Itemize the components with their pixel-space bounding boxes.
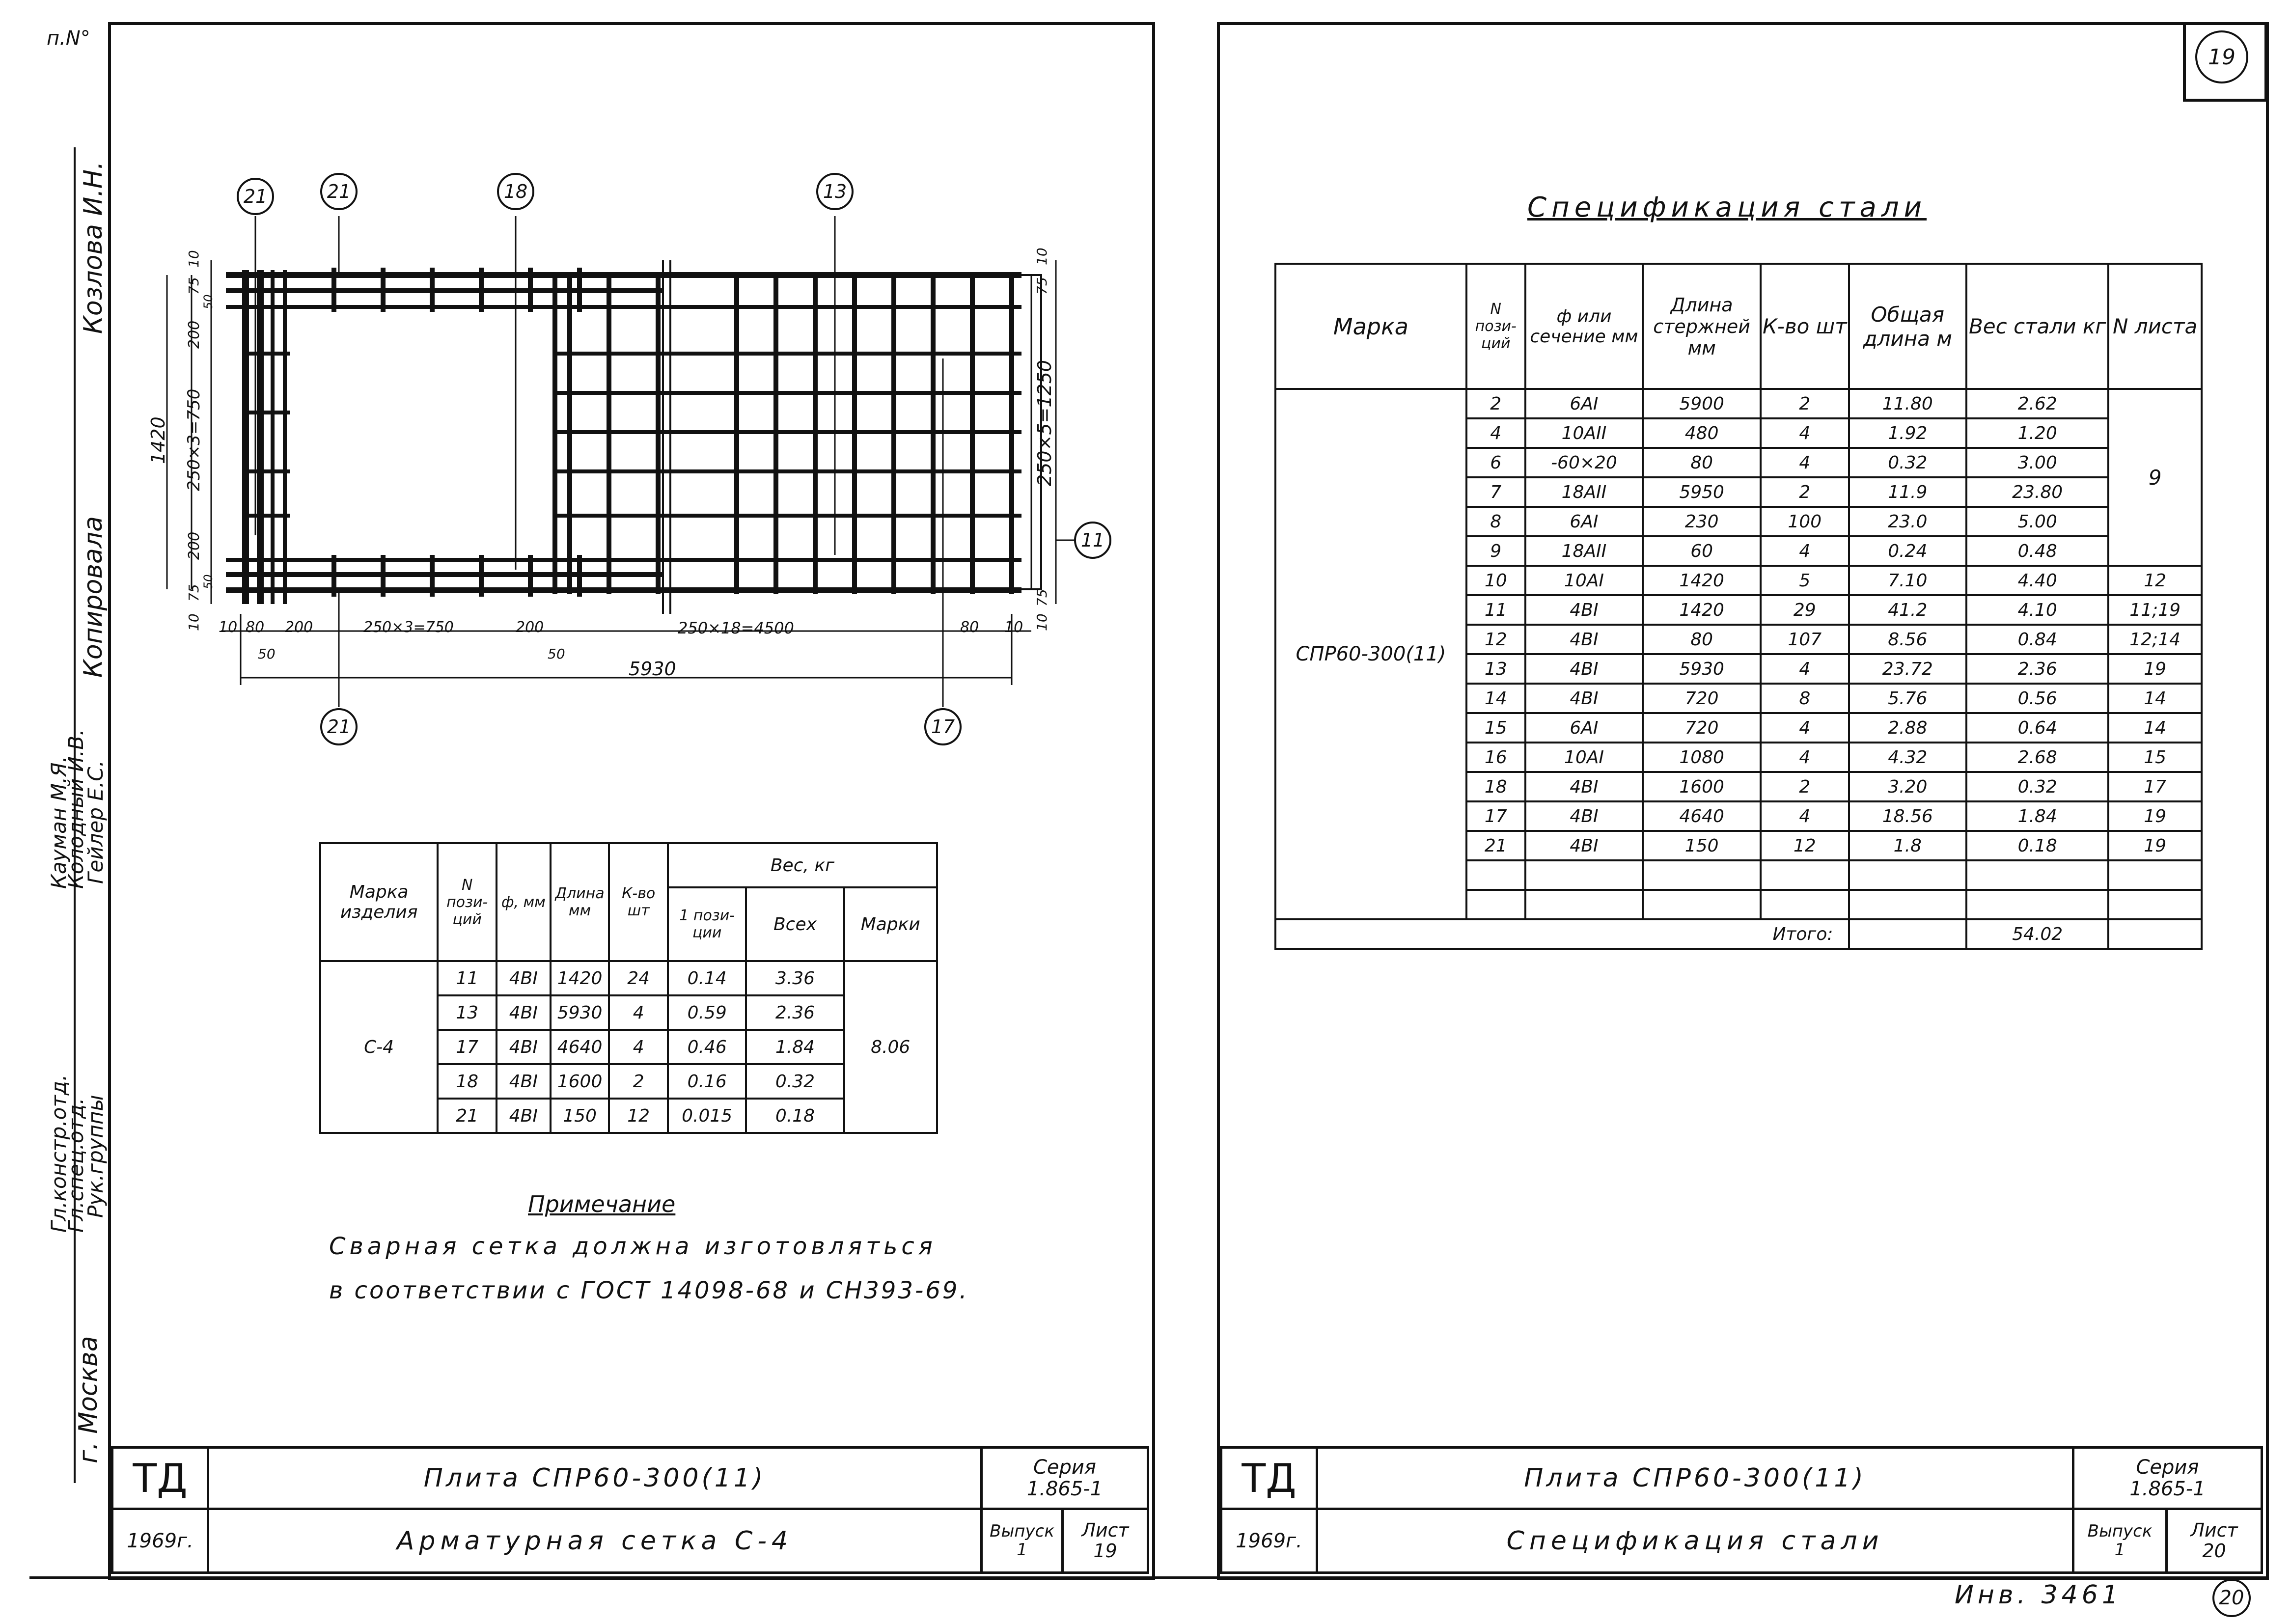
spec-cell-pos: 8 [1466,507,1525,536]
left-stamp [111,1446,1149,1574]
spec-cell-qty: 4 [1761,801,1849,831]
spec-cell-pos: 12 [1466,625,1525,654]
spec-cell-qty: 2 [1761,477,1849,507]
cell-qty: 4 [609,1030,667,1064]
spec-cell-phi: 6AI [1525,713,1643,743]
spec-cell-qty: 4 [1761,743,1849,772]
note-line2: в соответствии с ГОСТ 14098-68 и СН393-69. [329,1277,969,1304]
spec-cell-w: 0.56 [1966,684,2108,713]
cell-qty: 12 [609,1099,667,1133]
spec-cell-w: 0.48 [1966,536,2108,566]
cell-phi: 4BI [497,1030,551,1064]
spec-cell-len: 1420 [1643,595,1761,625]
spec-cell-sheet: 19 [2108,654,2202,684]
cell-wall: 2.36 [746,995,844,1030]
spec-cell-tl: 11.80 [1849,389,1967,418]
spec-cell-sheet: 12 [2108,566,2202,595]
th-wmark: Марки [844,887,938,961]
spec-cell-len: 1600 [1643,772,1761,801]
spec-cell-tl: 1.8 [1849,831,1967,860]
spec-th-qty: К-во шт [1761,264,1849,389]
dim-b200a: 200 [285,619,313,636]
spec-cell-qty [1761,890,1849,919]
cell-w1: 0.46 [668,1030,746,1064]
spec-cell-tl: 5.76 [1849,684,1967,713]
stamp-list-label: Лист [1081,1519,1129,1541]
dim-b50b: 50 [548,646,565,662]
spec-cell-sheet: 11;19 [2108,595,2202,625]
spec-th-weight: Вес стали кг [1966,264,2108,389]
stamp-seria [2072,1446,2263,1510]
spec-cell-pos: 15 [1466,713,1525,743]
stamp-logo: ТД [111,1446,209,1510]
spec-title: Спецификация стали [1527,192,1927,223]
spec-cell-pos: 9 [1466,536,1525,566]
spec-cell-tl: 23.72 [1849,654,1967,684]
cell-qty: 2 [609,1064,667,1099]
spec-cell-w: 0.64 [1966,713,2108,743]
spec-cell-tl: 7.10 [1849,566,1967,595]
spec-th-mark: Марка [1275,264,1466,389]
spec-cell-w: 0.84 [1966,625,2108,654]
spec-cell-len: 480 [1643,418,1761,448]
spec-cell-phi: 6AI [1525,389,1643,418]
spec-cell-tl: 4.32 [1849,743,1967,772]
cell-wall: 0.18 [746,1099,844,1133]
spec-cell-sheet: 14 [2108,713,2202,743]
cell-w1: 0.59 [668,995,746,1030]
spec-cell-len: 1080 [1643,743,1761,772]
spec-cell-group-sheet: 9 [2108,389,2202,566]
callout-label-18: 18 [503,181,528,202]
cell-wall: 3.36 [746,961,844,995]
dim-b250x18: 250×18=4500 [678,619,794,637]
spec-cell-qty: 8 [1761,684,1849,713]
spec-cell-len: 720 [1643,713,1761,743]
spec-cell-w: 1.84 [1966,801,2108,831]
cell-phi: 4BI [497,961,551,995]
spec-cell-tl: 18.56 [1849,801,1967,831]
dim-1420: 1420 [147,416,169,464]
dim-b80: 80 [246,619,265,636]
spec-cell-pos: 6 [1466,448,1525,477]
spec-cell-w: 2.62 [1966,389,2108,418]
outer-left-line [29,1576,2269,1579]
cell-pos: 11 [438,961,497,995]
spec-cell-len: 720 [1643,684,1761,713]
stamp-vypusk-label: Выпуск [2087,1521,2153,1541]
spec-cell-qty: 4 [1761,536,1849,566]
cell-mark: С-4 [320,961,438,1133]
spec-cell-w: 5.00 [1966,507,2108,536]
dim-200a: 200 [186,320,203,349]
spec-cell-phi: 4BI [1525,801,1643,831]
spec-cell-len: 5900 [1643,389,1761,418]
spec-cell-len: 230 [1643,507,1761,536]
spec-cell-sheet: 19 [2108,831,2202,860]
spec-cell-qty: 2 [1761,772,1849,801]
pn-label: п.N° [47,27,90,50]
callout-label-11: 11 [1080,529,1105,551]
dim-r75b: 75 [1034,589,1050,606]
mesh-weight-table [319,842,938,1134]
stamp-seria [980,1446,1149,1510]
spec-th-len: Длина стержней мм [1643,264,1761,389]
cell-total-mark: 8.06 [844,961,938,1133]
stamp-logo: ТД [1220,1446,1318,1510]
spec-cell-w: 23.80 [1966,477,2108,507]
cell-w1: 0.14 [668,961,746,995]
strip-name-kauman: Кауман М.Я. [47,756,71,889]
spec-cell-len: 80 [1643,625,1761,654]
stamp-year: 1969г. [111,1508,209,1574]
spec-cell-pos: 14 [1466,684,1525,713]
spec-cell-w: 4.10 [1966,595,2108,625]
spec-cell-phi: 4BI [1525,625,1643,654]
spec-cell-qty: 5 [1761,566,1849,595]
spec-cell-w [1966,860,2108,890]
strip-role-1: Гл.констр.отд. [47,1074,71,1233]
th-wall: Всех [746,887,844,961]
cell-pos: 17 [438,1030,497,1064]
dim-250x3: 250×3=750 [184,388,204,491]
cell-w1: 0.015 [668,1099,746,1133]
spec-cell-tl: 0.32 [1849,448,1967,477]
dim-b200b: 200 [516,619,544,636]
stamp-seria-value: 1.865-1 [1026,1478,1103,1500]
spec-row [1275,389,2202,418]
spec-cell-len: 60 [1643,536,1761,566]
cell-pos: 21 [438,1099,497,1133]
th-mark: Марка изделия [320,843,438,961]
spec-cell-pos: 11 [1466,595,1525,625]
sheet-number-circle: 19 [2195,30,2248,83]
spec-cell-tl [1849,860,1967,890]
spec-cell-len [1643,860,1761,890]
spec-cell-tl: 3.20 [1849,772,1967,801]
dim-200b: 200 [186,531,203,560]
callout-label-13: 13 [823,181,847,202]
stamp-seria-value: 1.865-1 [2129,1478,2206,1500]
th-w1: 1 пози- ции [668,887,746,961]
spec-cell-phi: 10AI [1525,743,1643,772]
dim-75a: 75 [186,277,202,295]
th-phi: ф, мм [497,843,551,961]
spec-total-value: 54.02 [1966,919,2108,949]
spec-cell-phi: 4BI [1525,684,1643,713]
spec-table [1274,263,2203,950]
cell-qty: 24 [609,961,667,995]
spec-cell-sheet: 15 [2108,743,2202,772]
spec-cell-phi: 6AI [1525,507,1643,536]
spec-cell-pos: 10 [1466,566,1525,595]
spec-cell-len: 1420 [1643,566,1761,595]
cell-pos: 18 [438,1064,497,1099]
stamp-vypusk-value: 1 [2114,1540,2125,1560]
strip-role-2: Гл.спец.отд. [64,1098,88,1233]
spec-cell-len: 4640 [1643,801,1761,831]
spec-cell-phi: 4BI [1525,654,1643,684]
stamp-subtitle: Спецификация стали [1316,1508,2074,1574]
spec-cell-qty [1761,860,1849,890]
spec-cell-pos: 7 [1466,477,1525,507]
spec-cell-w: 3.00 [1966,448,2108,477]
spec-cell-w [1966,890,2108,919]
stamp-subtitle: Арматурная сетка С-4 [207,1508,983,1574]
dim-r75a: 75 [1034,277,1050,295]
spec-cell-w: 1.20 [1966,418,2108,448]
spec-cell-len: 5930 [1643,654,1761,684]
stamp-list [2165,1508,2263,1574]
spec-cell-tl: 23.0 [1849,507,1967,536]
stamp-list-value: 19 [1093,1540,1117,1562]
spec-cell-pos: 16 [1466,743,1525,772]
spec-cell-phi: 4BI [1525,831,1643,860]
callout-label-21a: 21 [243,186,268,207]
strip-name-kolodny: Колодный И.В. [64,729,88,889]
strip-name-kopirovala: Копировала [79,516,108,678]
cell-len: 150 [551,1099,609,1133]
spec-cell-len: 150 [1643,831,1761,860]
spec-cell-qty: 12 [1761,831,1849,860]
stamp-vypusk [2072,1508,2168,1574]
spec-cell-phi: 10AI [1525,566,1643,595]
stamp-list-value: 20 [2202,1540,2226,1562]
spec-cell-len: 80 [1643,448,1761,477]
cell-len: 5930 [551,995,609,1030]
spec-cell-w: 2.68 [1966,743,2108,772]
spec-cell-qty: 100 [1761,507,1849,536]
spec-cell-phi: 4BI [1525,772,1643,801]
spec-cell-len [1643,890,1761,919]
cell-pos: 13 [438,995,497,1030]
dim-50b: 50 [201,574,215,589]
spec-cell-qty: 4 [1761,713,1849,743]
spec-cell-phi: 10AII [1525,418,1643,448]
stamp-seria-label: Серия [1033,1456,1096,1479]
spec-cell-phi: 18AII [1525,477,1643,507]
callout-label-17: 17 [931,716,955,738]
spec-cell-w: 4.40 [1966,566,2108,595]
spec-cell-sheet: 17 [2108,772,2202,801]
stamp-title: Плита СПР60-300(11) [1316,1446,2074,1510]
cell-qty: 4 [609,995,667,1030]
spec-cell-qty: 4 [1761,418,1849,448]
cell-wall: 0.32 [746,1064,844,1099]
note-line1: Сварная сетка должна изготовляться [329,1233,937,1260]
spec-cell-pos: 13 [1466,654,1525,684]
stamp-vypusk-value: 1 [1017,1540,1027,1560]
spec-cell-w: 0.32 [1966,772,2108,801]
cell-phi: 4BI [497,1099,551,1133]
spec-total-label: Итого: [1275,919,1849,949]
spec-cell-qty: 4 [1761,448,1849,477]
spec-cell-sheet: 14 [2108,684,2202,713]
dim-b10: 10 [219,619,238,636]
spec-cell-phi [1525,860,1643,890]
dim-r10a: 10 [1034,248,1050,265]
corner-mark: 20 [2212,1579,2251,1617]
dim-10a: 10 [186,250,202,268]
cell-w1: 0.16 [668,1064,746,1099]
stamp-title: Плита СПР60-300(11) [207,1446,983,1510]
spec-th-total-len: Общая длина м [1849,264,1967,389]
cell-len: 4640 [551,1030,609,1064]
th-qty: К-во шт [609,843,667,961]
cell-len: 1420 [551,961,609,995]
right-stamp [1220,1446,2263,1574]
spec-cell-len: 5950 [1643,477,1761,507]
spec-cell-phi: -60×20 [1525,448,1643,477]
stamp-year: 1969г. [1220,1508,1318,1574]
spec-cell-pos: 18 [1466,772,1525,801]
dim-b250x3: 250×3=750 [363,619,454,636]
dim-b80r: 80 [960,619,979,636]
spec-cell-qty: 2 [1761,389,1849,418]
spec-cell-tl: 41.2 [1849,595,1967,625]
spec-cell-sheet: 12;14 [2108,625,2202,654]
stamp-list-label: Лист [2190,1519,2238,1541]
cell-phi: 4BI [497,1064,551,1099]
spec-cell-pos: 21 [1466,831,1525,860]
strip-role-3: Рук.группы [83,1095,108,1218]
spec-cell-qty: 4 [1761,654,1849,684]
stamp-seria-label: Серия [2136,1456,2199,1479]
spec-th-phi: ф или сечение мм [1525,264,1643,389]
dim-50a: 50 [201,294,215,309]
dim-b50a: 50 [258,646,276,662]
dim-250x5: 250×5=1250 [1034,359,1055,486]
note-title: Примечание [528,1191,676,1217]
strip-name-kozlova: Козлова И.Н. [79,161,108,334]
callout-label-21b: 21 [327,181,351,202]
spec-cell-sheet: 19 [2108,801,2202,831]
cell-phi: 4BI [497,995,551,1030]
spec-cell-tl: 0.24 [1849,536,1967,566]
spec-th-pos: N пози- ций [1466,264,1525,389]
callout-label-21c: 21 [327,716,351,738]
spec-cell-sheet [2108,890,2202,919]
dim-b10r: 10 [1004,619,1023,636]
spec-cell-tl: 8.56 [1849,625,1967,654]
cell-wall: 1.84 [746,1030,844,1064]
spec-cell-phi: 18AII [1525,536,1643,566]
spec-th-sheet: N листа [2108,264,2202,389]
spec-cell-pos [1466,890,1525,919]
spec-cell-mark: СПР60-300(11) [1275,389,1466,919]
spec-cell-w: 0.18 [1966,831,2108,860]
cell-len: 1600 [551,1064,609,1099]
spec-cell-pos: 17 [1466,801,1525,831]
inventory-number: Инв. 3461 [1955,1580,2122,1610]
spec-cell-tl [1849,890,1967,919]
spec-cell-w: 2.36 [1966,654,2108,684]
spec-cell-qty: 107 [1761,625,1849,654]
th-weight: Вес, кг [668,843,937,887]
spec-cell-sheet [2108,860,2202,890]
dim-10b: 10 [186,613,202,631]
spec-cell-tl: 2.88 [1849,713,1967,743]
dim-75b: 75 [186,584,202,602]
stamp-vypusk-label: Выпуск [990,1521,1054,1541]
dim-total-5930: 5930 [629,658,676,680]
stamp-list [1061,1508,1149,1574]
spec-cell-tl: 11.9 [1849,477,1967,507]
spec-total-filler [2108,919,2202,949]
th-len: Длина мм [551,843,609,961]
spec-cell-tl: 1.92 [1849,418,1967,448]
strip-city: г. Москва [74,1336,103,1463]
stamp-vypusk [980,1508,1064,1574]
strip-name-geiler: Гейлер Е.С. [83,760,108,884]
dim-r10b: 10 [1034,613,1050,631]
spec-cell-pos: 4 [1466,418,1525,448]
spec-cell-phi [1525,890,1643,919]
spec-cell-pos: 2 [1466,389,1525,418]
spec-cell-pos [1466,860,1525,890]
th-pos: N пози- ций [438,843,497,961]
spec-cell-qty: 29 [1761,595,1849,625]
spec-total-filler [1849,919,1967,949]
spec-cell-phi: 4BI [1525,595,1643,625]
